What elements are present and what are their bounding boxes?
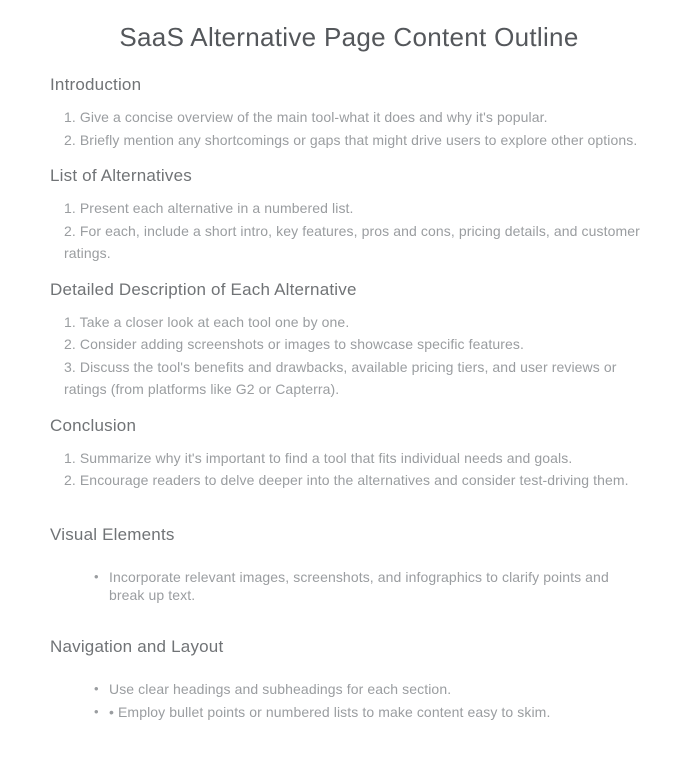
section-navigation-and-layout (50, 636, 648, 721)
section-items (50, 106, 648, 151)
outline-item: 2. Encourage readers to delve deeper into the alternatives and consider test-driving them. (64, 472, 629, 488)
section-conclusion (50, 415, 648, 492)
bullet-item: • • Employ bullet points or numbered lists to make content easy to skim. (94, 703, 648, 721)
outline-item: 1. Summarize why it's important to find a tool that fits individual needs and goals. (64, 449, 573, 466)
page-title: SaaS Alternative Page Content Outline (119, 22, 579, 52)
outline-item: 1. Present each alternative in a numbered list. (64, 200, 354, 216)
bullet-item: • Incorporate relevant images, screenshots, and infographics to clarify points and break up text. (94, 568, 648, 604)
section-heading: Detailed Description of Each Alternative (50, 279, 357, 299)
section-visual-elements (50, 524, 648, 604)
bullet-list (50, 568, 648, 604)
outline-item: 2. Briefly mention any shortcomings or gaps that might drive users to explore other options. (64, 131, 638, 148)
outline-item: 1. Take a closer look at each tool one by one. (64, 313, 350, 330)
bullet-list (50, 680, 648, 721)
outline-item: 2. Consider adding screenshots or images to showcase specific features. (64, 336, 525, 352)
section-heading: Navigation and Layout (50, 636, 224, 656)
section-detailed-description (50, 279, 648, 401)
section-list-of-alternatives (50, 165, 648, 265)
bullet-item: • Use clear headings and subheadings for each section. (94, 680, 648, 698)
section-heading: List of Alternatives (50, 166, 192, 185)
outline-item: 3. Discuss the tool's benefits and drawbacks, available pricing tiers, and user reviews or ratings (from platforms like G2 or Capterra). (64, 358, 617, 397)
section-items (50, 447, 648, 492)
section-heading: Introduction (50, 75, 142, 94)
outline-item: 1. Give a concise overview of the main tool-what it does and why it's popular. (64, 109, 548, 125)
section-heading: Visual Elements (50, 524, 175, 544)
outline-item: 2. For each, include a short intro, key features, pros and cons, pricing details, and customer ratings. (64, 222, 640, 261)
section-heading: Conclusion (50, 415, 137, 435)
section-items (50, 197, 648, 265)
section-items (50, 311, 648, 401)
section-introduction (50, 74, 648, 151)
